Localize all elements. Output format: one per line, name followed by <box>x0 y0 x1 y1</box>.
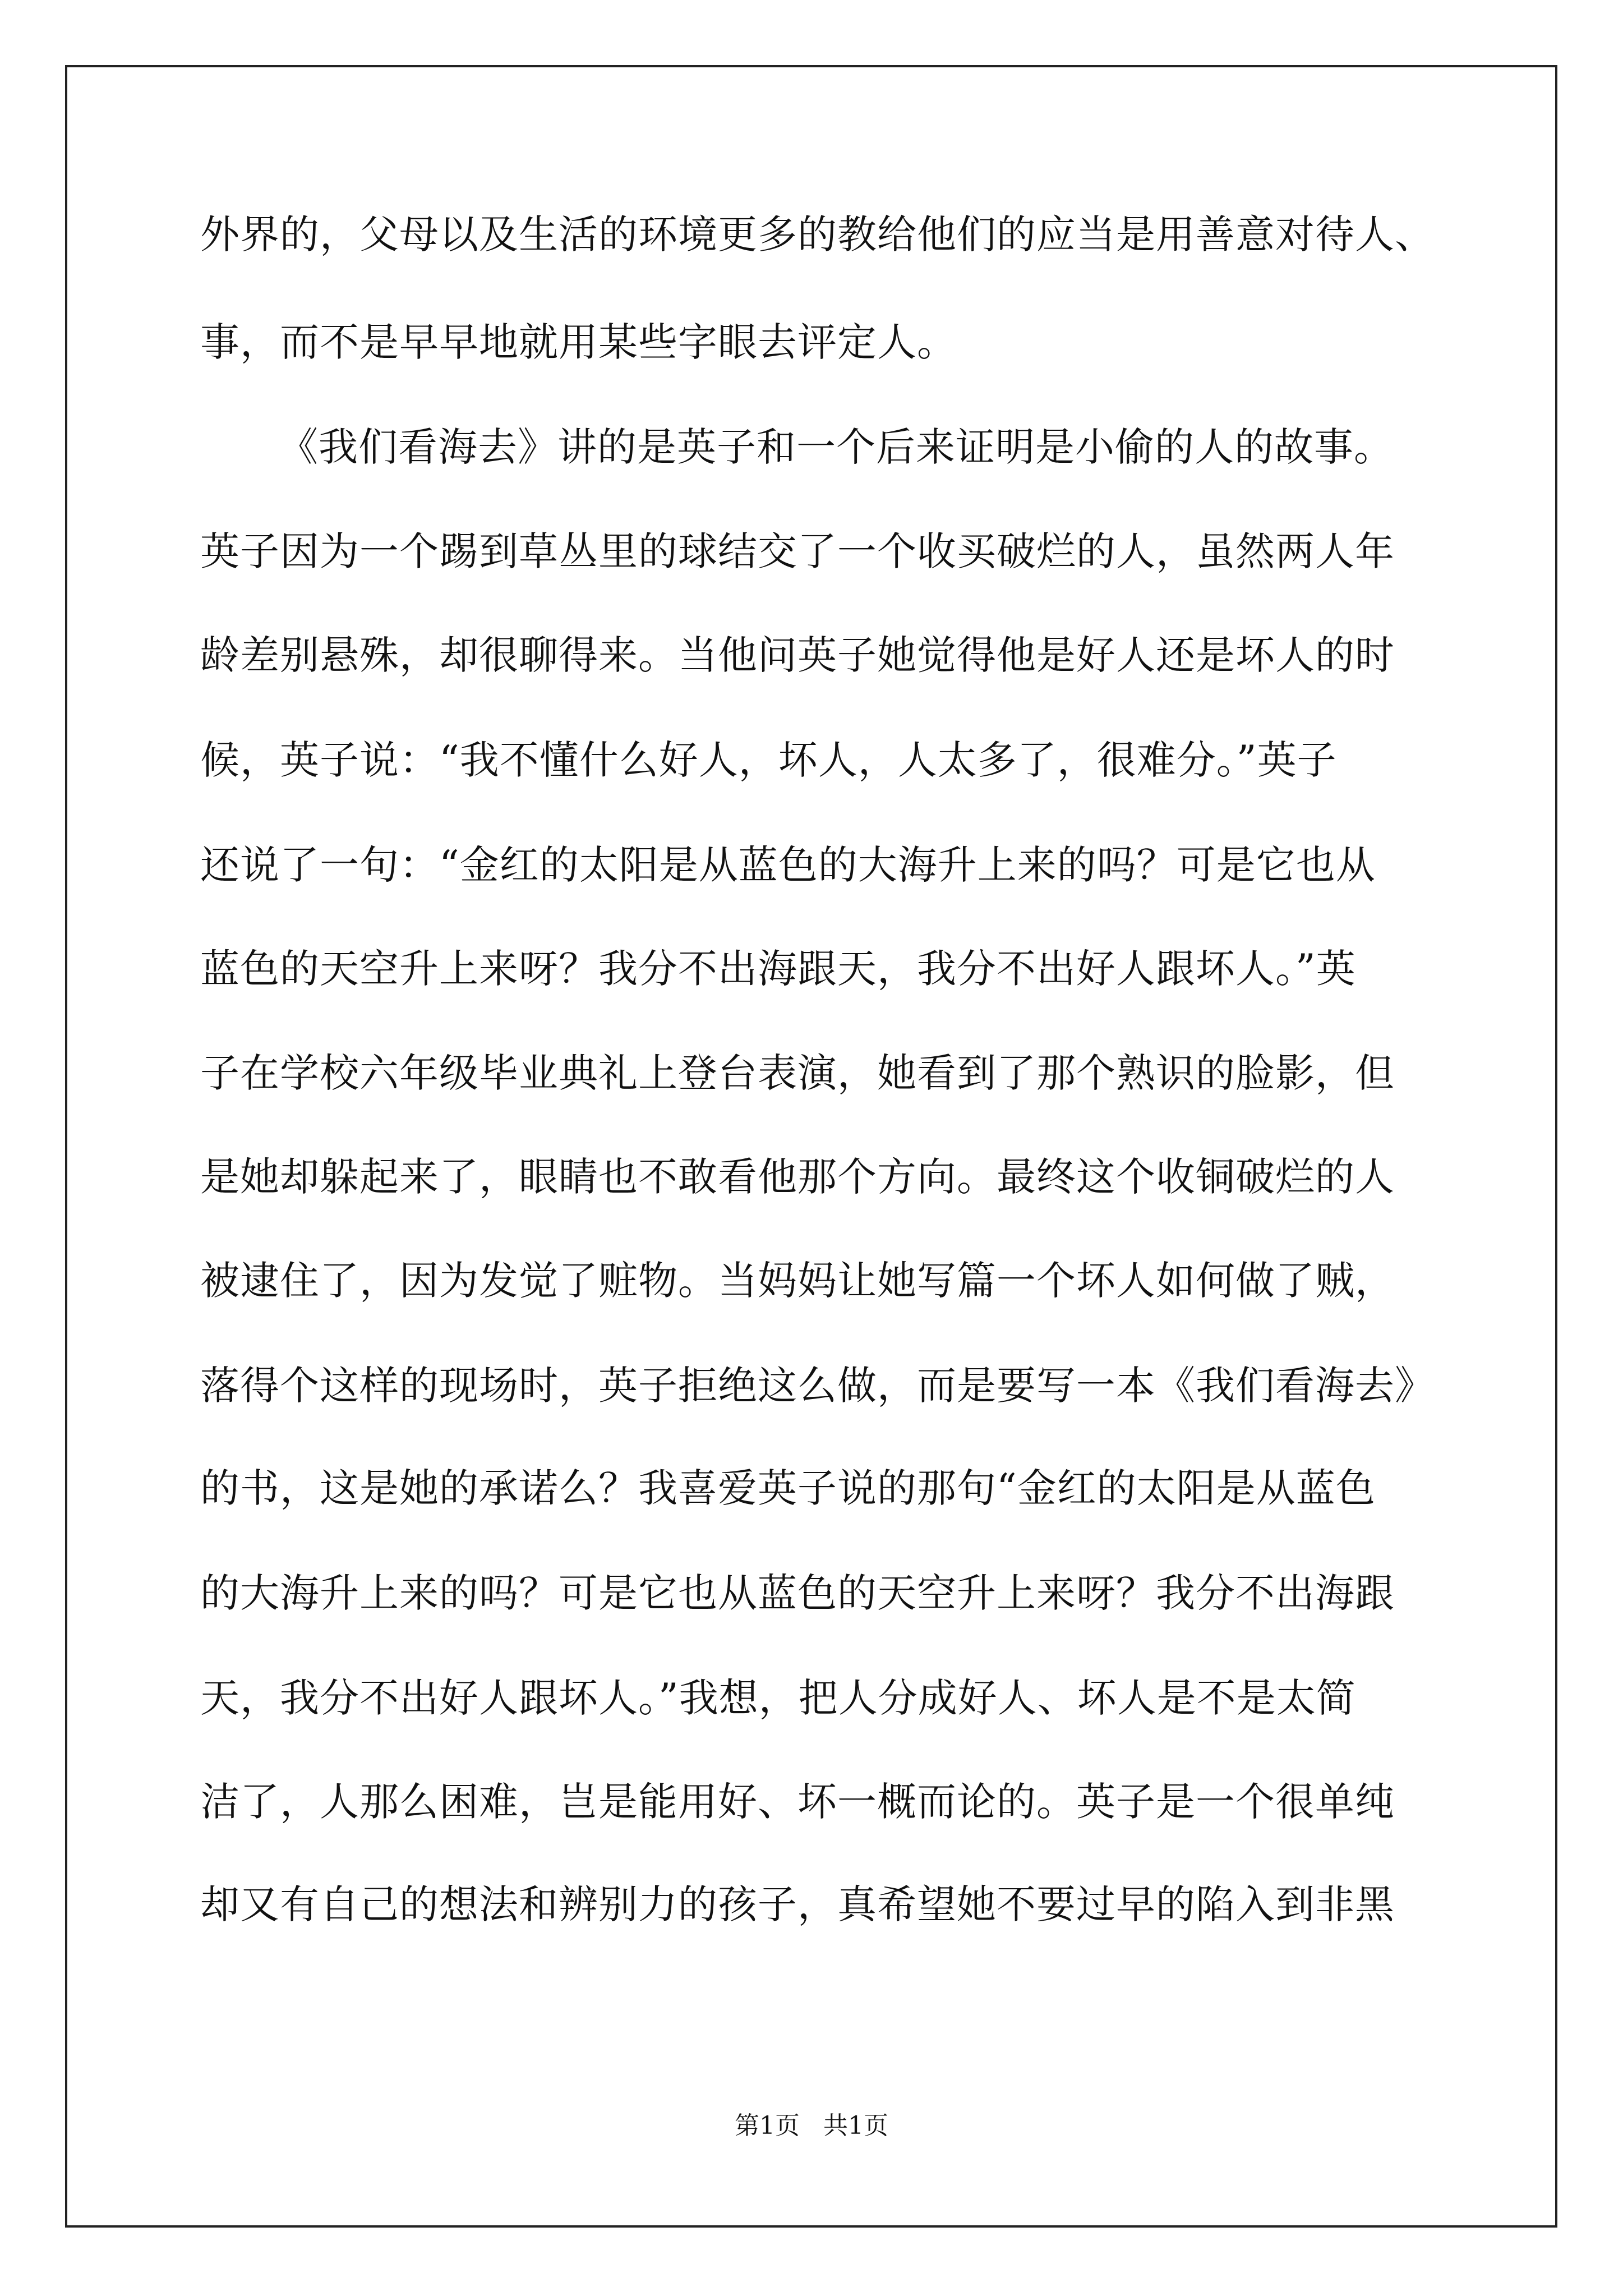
text-line: 的书，这是她的承诺么？我喜爱英子说的那句“金红的太阳是从蓝色 <box>200 1465 1376 1511</box>
text-line: 被逮住了，因为发觉了赃物。当妈妈让她写篇一个坏人如何做了贼， <box>200 1258 1395 1304</box>
text-line: 事，而不是早早地就用某些字眼去评定人。 <box>200 319 957 365</box>
text-line: 外界的，父母以及生活的环境更多的教给他们的应当是用善意对待人、 <box>200 211 1435 257</box>
text-line: 洁了，人那么困难，岂是能用好、坏一概而论的。英子是一个很单纯 <box>200 1779 1395 1825</box>
text-line: 龄差别悬殊，却很聊得来。当他问英子她觉得他是好人还是坏人的时 <box>200 632 1395 678</box>
text-line: 候，英子说：“我不懂什么好人，坏人，人太多了，很难分。”英子 <box>200 737 1337 783</box>
text-line: 天，我分不出好人跟坏人。”我想，把人分成好人、坏人是不是太简 <box>200 1675 1356 1721</box>
text-line: 却又有自己的想法和辨别力的孩子，真希望她不要过早的陷入到非黑 <box>200 1881 1395 1927</box>
text-line: 的大海升上来的吗？可是它也从蓝色的天空升上来呀？我分不出海跟 <box>200 1570 1395 1616</box>
text-line: 蓝色的天空升上来呀？我分不出海跟天，我分不出好人跟坏人。”英 <box>200 946 1356 992</box>
text-line: 还说了一句：“金红的太阳是从蓝色的大海升上来的吗？可是它也从 <box>200 842 1376 888</box>
text-line: 英子因为一个踢到草丛里的球结交了一个收买破烂的人，虽然两人年 <box>200 528 1395 574</box>
text-line: 落得个这样的现场时，英子拒绝这么做，而是要写一本《我们看海去》 <box>200 1363 1435 1409</box>
text-line: 《我们看海去》讲的是英子和一个后来证明是小偷的人的故事。 <box>279 424 1394 470</box>
page-number-footer: 第1页 共1页 <box>735 2111 888 2140</box>
text-line: 子在学校六年级毕业典礼上登台表演，她看到了那个熟识的脸影，但 <box>200 1050 1395 1096</box>
text-line: 是她却躲起来了，眼睛也不敢看他那个方向。最终这个收铜破烂的人 <box>200 1154 1395 1200</box>
